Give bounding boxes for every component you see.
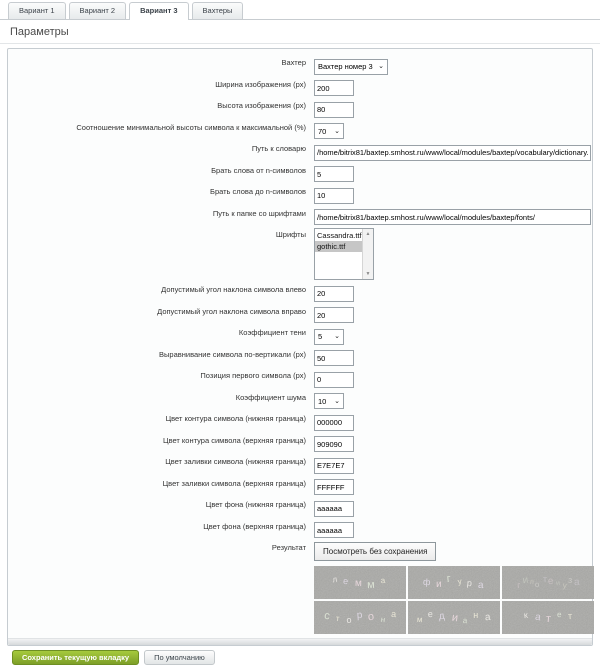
field-label: Цвет контура символа (нижняя граница) <box>165 414 306 423</box>
form-row <box>8 164 592 183</box>
captcha-word: м е д и а н а <box>417 608 492 625</box>
tab-1[interactable]: Вариант 1 <box>8 2 66 19</box>
captcha-preview-image <box>314 566 406 599</box>
field-label: Цвет заливки символа (верхняя граница) <box>162 478 306 488</box>
captcha-preview-image <box>314 601 406 634</box>
default-button[interactable]: По умолчанию <box>144 650 215 665</box>
captcha-preview-grid <box>314 566 594 634</box>
formbox-footer-strip <box>8 638 592 645</box>
form-row <box>8 477 592 496</box>
form-row <box>8 185 592 204</box>
form-row <box>8 207 592 226</box>
text-input[interactable] <box>314 372 354 388</box>
form-row <box>8 498 592 517</box>
select-dropdown[interactable] <box>314 123 344 139</box>
text-input[interactable] <box>314 479 354 495</box>
field-label: Путь к словарю <box>251 144 306 153</box>
field-label <box>8 564 314 567</box>
text-input[interactable] <box>314 209 591 225</box>
form-row <box>8 348 592 367</box>
settings-panel <box>0 19 600 665</box>
text-input[interactable] <box>314 501 354 517</box>
captcha-word: г и п о т е н у з а <box>516 573 580 591</box>
captcha-word: л е м м а <box>331 574 386 592</box>
tab-4[interactable]: Вахтеры <box>192 2 244 19</box>
field-label: Цвет фона (нижняя граница) <box>205 500 306 509</box>
tab-bar <box>0 0 600 19</box>
form-row <box>8 520 592 539</box>
save-current-tab-button[interactable]: Сохранить текущую вкладку <box>12 650 139 665</box>
form-rows <box>8 56 592 561</box>
form-row <box>8 541 592 561</box>
tab-3[interactable]: Вариант 3 <box>129 2 188 20</box>
text-input[interactable] <box>314 166 354 182</box>
captcha-preview-image <box>408 566 500 599</box>
field-label: Брать слова от n-символов <box>211 165 306 175</box>
field-label: Соотношение минимальной высоты символа к максимальной (%) <box>76 122 306 132</box>
text-input[interactable] <box>314 145 591 161</box>
form-row <box>8 283 592 302</box>
fonts-listbox[interactable] <box>314 228 374 280</box>
footer-buttons <box>0 646 600 665</box>
select-dropdown[interactable] <box>314 59 388 75</box>
field-label: Высота изображения (px) <box>217 101 306 110</box>
listbox-option[interactable]: Cassandra.ttf <box>317 231 362 240</box>
field-label: Допустимый угол наклона символа вправо <box>157 306 306 316</box>
field-label: Результат <box>271 543 306 552</box>
text-input[interactable] <box>314 458 354 474</box>
text-input[interactable] <box>314 80 354 96</box>
preview-without-saving-button[interactable]: Посмотреть без сохранения <box>314 542 436 561</box>
captcha-preview-image <box>502 566 594 599</box>
listbox-scrollbar[interactable] <box>362 229 373 279</box>
form-row <box>8 121 592 140</box>
form-row <box>8 434 592 453</box>
text-input[interactable] <box>314 102 354 118</box>
chevron-down-icon: ⌄ <box>334 333 340 340</box>
form-row <box>8 142 592 161</box>
text-input[interactable] <box>314 522 354 538</box>
form-row <box>8 326 592 345</box>
tab-2[interactable]: Вариант 2 <box>69 2 127 19</box>
select-dropdown[interactable] <box>314 329 344 345</box>
select-dropdown[interactable] <box>314 393 344 409</box>
form-row <box>8 391 592 410</box>
field-label: Позиция первого символа (px) <box>200 371 306 380</box>
field-label: Вахтер <box>281 58 306 67</box>
field-label: Брать слова до n-символов <box>210 187 306 196</box>
form-row <box>8 455 592 474</box>
field-label: Цвет контура символа (верхняя граница) <box>163 435 306 445</box>
text-input[interactable] <box>314 350 354 366</box>
captcha-word: с т о р о н а <box>323 608 397 625</box>
field-label: Ширина изображения (px) <box>215 79 306 89</box>
captcha-preview-row <box>8 564 592 634</box>
text-input[interactable] <box>314 188 354 204</box>
scroll-up-icon[interactable]: ▲ <box>365 231 371 237</box>
captcha-word: к а т е т <box>523 609 573 626</box>
form-row <box>8 78 592 97</box>
form-row <box>8 369 592 388</box>
captcha-preview-image <box>408 601 500 634</box>
scroll-down-icon[interactable]: ▼ <box>365 271 371 277</box>
field-label: Коэффициент шума <box>235 392 306 402</box>
text-input[interactable] <box>314 436 354 452</box>
field-label: Выравнивание символа по-вертикали (px) <box>159 349 306 359</box>
field-label: Допустимый угол наклона символа влево <box>161 285 306 294</box>
title-divider <box>0 43 600 44</box>
captcha-word: ф и г у р а <box>422 572 484 591</box>
form-row <box>8 228 592 280</box>
field-label: Коэффициент тени <box>238 328 306 337</box>
select-value: 70 <box>318 126 327 136</box>
form-row <box>8 305 592 324</box>
field-label: Цвет фона (верхняя граница) <box>203 521 306 531</box>
form-row <box>8 412 592 431</box>
text-input[interactable] <box>314 415 354 431</box>
captcha-preview-image <box>502 601 594 634</box>
select-value: 5 <box>318 332 323 341</box>
select-value: 10 <box>318 396 327 406</box>
chevron-down-icon: ⌄ <box>334 127 340 135</box>
field-label: Цвет заливки символа (нижняя граница) <box>165 457 306 466</box>
form-row <box>8 56 592 75</box>
select-value: Вахтер номер 3 <box>318 62 373 71</box>
field-label: Шрифты <box>275 230 306 239</box>
text-input[interactable] <box>314 307 354 323</box>
text-input[interactable] <box>314 286 354 302</box>
listbox-option[interactable]: gothic.ttf <box>315 241 362 252</box>
page-title: Параметры <box>10 26 69 38</box>
chevron-down-icon: ⌄ <box>378 63 384 70</box>
form-row <box>8 99 592 118</box>
chevron-down-icon: ⌄ <box>334 397 340 405</box>
field-label: Путь к папке со шрифтами <box>212 208 306 218</box>
settings-form <box>7 48 593 646</box>
